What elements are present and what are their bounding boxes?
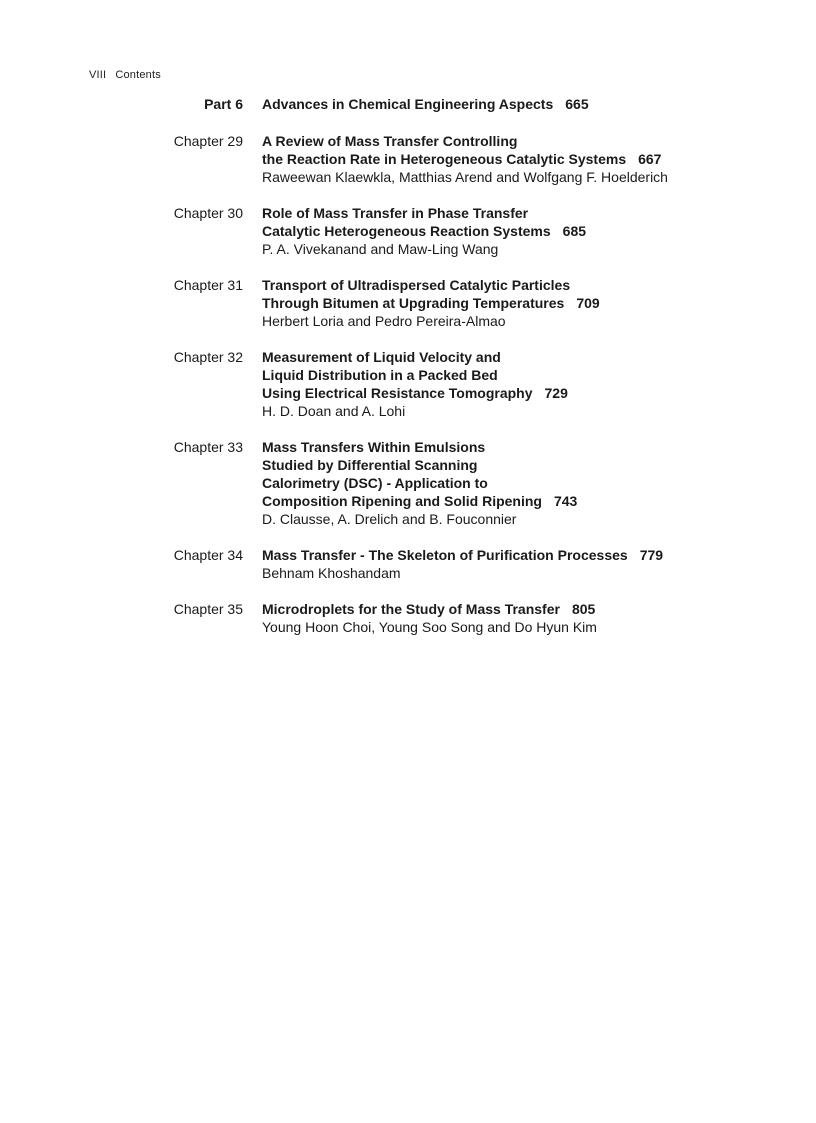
- chapter-authors: H. D. Doan and A. Lohi: [262, 403, 406, 419]
- chapter-title-line[interactable]: Mass Transfer - The Skeleton of Purification Processes 779: [262, 547, 664, 563]
- chapter-page-number: 779: [639, 547, 664, 563]
- chapter-authors: Behnam Khoshandam: [262, 565, 401, 581]
- toc-chapter-entry: [0, 546, 816, 582]
- chapter-title-line[interactable]: Liquid Distribution in a Packed Bed: [262, 367, 498, 383]
- toc-entries: [0, 95, 816, 654]
- toc-chapter-entry: [0, 600, 816, 636]
- page-folio: VIII: [89, 69, 107, 81]
- toc-chapter-entry: [0, 132, 816, 186]
- chapter-page-number: 729: [544, 385, 568, 401]
- running-head: [89, 69, 161, 81]
- chapter-label: Chapter 31: [173, 277, 243, 293]
- chapter-title-line[interactable]: Measurement of Liquid Velocity and: [262, 349, 501, 365]
- chapter-label: Chapter 32: [173, 349, 243, 365]
- chapter-title-line[interactable]: Role of Mass Transfer in Phase Transfer: [262, 205, 529, 221]
- chapter-title-line[interactable]: Mass Transfers Within Emulsions: [262, 439, 486, 455]
- part-page-number: 665: [565, 96, 589, 112]
- chapter-title-line[interactable]: Through Bitumen at Upgrading Temperatures 709: [262, 295, 600, 311]
- chapter-title-line[interactable]: Transport of Ultradispersed Catalytic Particles: [262, 277, 571, 293]
- chapter-authors: Young Hoon Choi, Young Soo Song and Do Hyun Kim: [262, 619, 597, 635]
- chapter-title-line[interactable]: Studied by Differential Scanning: [262, 457, 478, 473]
- chapter-label: Chapter 34: [173, 547, 243, 563]
- chapter-authors: D. Clausse, A. Drelich and B. Fouconnier: [262, 511, 517, 527]
- chapter-title-line[interactable]: the Reaction Rate in Heterogeneous Catalytic Systems 667: [262, 151, 662, 167]
- chapter-title-line[interactable]: Using Electrical Resistance Tomography 729: [262, 385, 568, 401]
- toc-chapter-entry: [0, 438, 816, 528]
- chapter-title-line[interactable]: Composition Ripening and Solid Ripening 743: [262, 493, 578, 509]
- chapter-authors: Raweewan Klaewkla, Matthias Arend and Wolfgang F. Hoelderich: [262, 169, 668, 185]
- chapter-title-line[interactable]: Catalytic Heterogeneous Reaction Systems 685: [262, 223, 587, 239]
- chapter-page-number: 685: [562, 223, 587, 239]
- chapter-title-line[interactable]: Calorimetry (DSC) - Application to: [262, 475, 488, 491]
- chapter-page-number: 743: [553, 493, 578, 509]
- toc-chapter-entry: [0, 204, 816, 258]
- chapter-authors: Herbert Loria and Pedro Pereira-Almao: [262, 313, 506, 329]
- toc-chapter-entry: [0, 276, 816, 330]
- part-label: Part 6: [204, 96, 243, 112]
- part-title[interactable]: Advances in Chemical Engineering Aspects 665: [262, 96, 589, 112]
- toc-part-entry: [0, 95, 816, 113]
- chapter-title-line[interactable]: Microdroplets for the Study of Mass Transfer 805: [262, 601, 596, 617]
- chapter-label: Chapter 35: [173, 601, 243, 617]
- chapter-label: Chapter 30: [173, 205, 243, 221]
- chapter-title-line[interactable]: A Review of Mass Transfer Controlling: [262, 133, 518, 149]
- chapter-page-number: 709: [576, 295, 600, 311]
- chapter-authors: P. A. Vivekanand and Maw-Ling Wang: [262, 241, 499, 257]
- toc-chapter-entry: [0, 348, 816, 420]
- chapter-page-number: 805: [571, 601, 596, 617]
- running-head-section: Contents: [115, 69, 161, 81]
- chapter-page-number: 667: [638, 151, 662, 167]
- chapter-label: Chapter 33: [173, 439, 243, 455]
- chapter-label: Chapter 29: [173, 133, 243, 149]
